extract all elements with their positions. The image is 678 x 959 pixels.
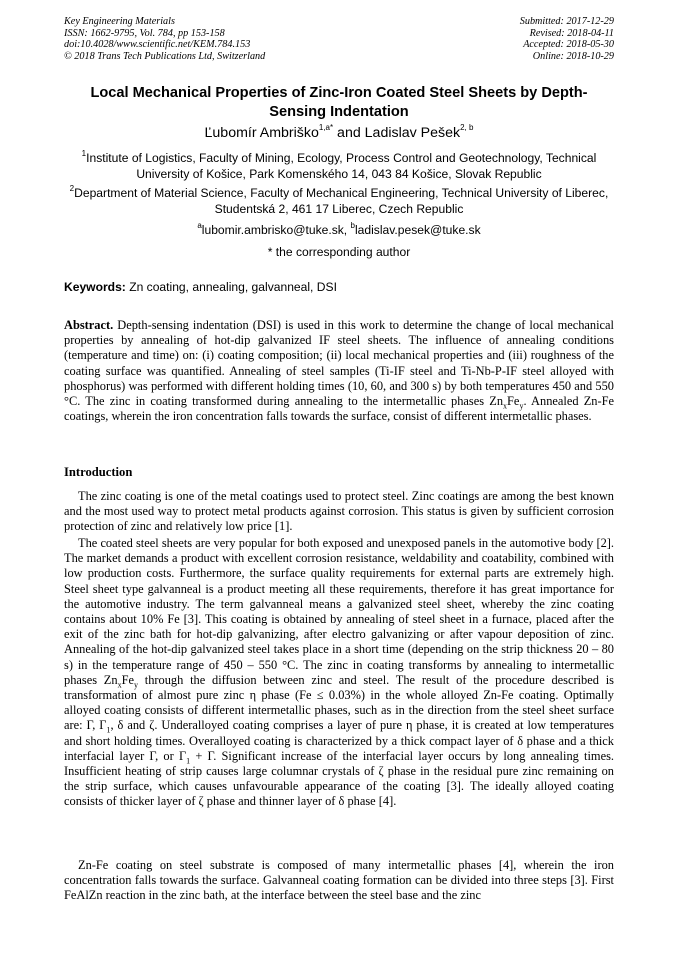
subscript: 1 [186,756,191,766]
affiliation [64,150,614,182]
paragraph-text: Fe [121,672,134,687]
journal-name: Key Engineering Materials [64,16,175,27]
email-mark: b [350,220,355,230]
paragraph: Zn-Fe coating on steel substrate is composed of many intermetallic phases [4], wherein the iron concentration falls towards the surface. Galvanneal coating formation can be divided into three steps [3]. First FeAlZn reaction in the zinc bath, at the interface between the steel base and the zinc [64,858,614,903]
keywords [64,279,614,295]
email-link[interactable]: ladislav.pesek@tuke.sk [354,223,481,237]
journal-issn: ISSN: 1662-9795, Vol. 784, pp 153-158 [64,27,225,39]
paragraph-text: through the diffusion between zinc and steel. The result of the procedure described is transformation of almost pure zinc η phase (Fe ≤ 0.03%) in the whole alloyed Zn-Fe coating. Optimally alloyed coating consists of different intermetallic phases, such as in the direction from the steel sheet surface are: Γ, Γ [64,672,614,733]
affiliation-mark: 1 [81,148,87,158]
subscript: x [117,680,122,690]
keywords-label: Keywords: [64,280,126,294]
subscript: y [519,401,524,411]
section-heading: Introduction [64,465,133,479]
paragraph-text: The coated steel sheets are very popular for both exposed and unexposed panels in the automotive body [2]. The market demands a product with excellent corrosion resistance, weldability and coatability, combined with low production costs. Furthermore, the surface quality requirements for external parts are extremely high. Steel sheet type galvanneal is a product meeting all these requirements, therefore it has great importance for the automotive industry. The term galvanneal means a galvanized steel sheet, whereby the zinc coating contains about 10% Fe [3]. This coating is obtained by annealing of steel sheet in a furnace, placed after the exit of the zinc bath for hot-dip galvanizing, after electro galvanizing or after vapour deposition of zinc. Annealing of the hot-dip galvanized steel takes place in a short time (depending on the strip thickness 20 – 80 s) in the temperature range of 450 – 550 °C. The zinc in coating transforms by annealing to intermetallic phases Zn [64,536,614,687]
paragraph-text: , δ and ζ. Underalloyed coating comprises a layer of pure η phase, it is created at low temperatures and short holding times. Overalloyed coating is characterized by a thick compact layer of δ phase and a thick interfacial layer Γ, or Γ [64,718,614,763]
paragraph: The zinc coating is one of the metal coatings used to protect steel. Zinc coatings are among the best known and the most used way to protect metal products against corrosion. This status is given by sufficient corrosion protection of zinc and relatively low price [1]. [64,489,614,534]
affiliation-mark: 2 [69,183,75,193]
abstract-text: Fe [507,394,520,409]
paragraph [64,536,614,810]
email-link[interactable]: lubomir.ambrisko@tuke.sk [201,223,344,237]
author-affil-mark: 2, b [460,123,474,133]
corresponding-note: * the corresponding author [267,245,411,259]
abstract-text: Depth-sensing indentation (DSI) is used in this work to determine the change of local mechanical properties by annealing of hot-dip galvanized IF steel sheets. The influence of annealing conditions (temperature and time) on: (i) coating composition; (ii) local mechanical properties and (iii) roughness of the coating surface was quantified. Annealing of steel samples (Ti-IF steel and Ti-Nb-P-IF steel alloyed with phosphorus) was performed with different holding times (10, 60, and 300 s) by both temperatures 450 and 550 °C. The zinc in coating transformed during annealing to the intermetallic phases Zn [64,318,614,409]
author-name: Ladislav Pešek [364,125,461,141]
keywords-text: Zn coating, annealing, galvanneal, DSI [125,280,337,294]
date-submitted: Submitted: 2017-12-29 [519,16,614,27]
subscript: 1 [106,725,111,735]
author-line [64,124,614,142]
subscript: x [503,401,508,411]
journal-doi: doi:10.4028/www.scientific.net/KEM.784.153 [64,39,251,51]
journal-info [64,16,265,62]
abstract-text: . Annealed Zn-Fe coatings, wherein the iron concentration falls towards the surface, consist of different intermetallic phases. [64,394,614,424]
date-accepted: Accepted: 2018-05-30 [523,39,614,51]
affiliation-text: Institute of Logistics, Faculty of Mining, Ecology, Process Control and Geotechnology, Technical University of Košice, Park Komenského 14, 043 84 Košice, Slovak Republic [86,151,597,181]
affiliation [64,185,614,217]
paragraph-text: + Γ. Significant increase of the interfacial layer occurs by long annealing times. Insufficient heating of strip causes large columnar crystals of ζ phase in the residual pure zinc remaining on the strip surface, which causes unfavourable appearance of the coating [3]. The ideally alloyed coating consists of thicker layer of ζ phase and thinner layer of δ phase [4]. [64,748,614,809]
author-emails [64,222,614,238]
subscript: y [133,680,138,690]
abstract-label: Abstract. [64,318,114,332]
email-separator: , [343,223,351,237]
submission-dates [520,16,614,62]
abstract [64,318,614,424]
affiliation-text: Department of Material Science, Faculty of Mechanical Engineering, Technical University of Liberec, Studentská 2, 461 17 Liberec, Czech Republic [74,186,609,216]
email-mark: a [197,220,202,230]
date-online: Online: 2018-10-29 [532,50,614,62]
journal-copyright: © 2018 Trans Tech Publications Ltd, Switzerland [64,50,266,62]
author-name: Ľubomír Ambriško [204,125,319,141]
author-and: and [333,125,365,141]
date-revised: Revised: 2018-04-11 [529,27,614,39]
paper-title: Local Mechanical Properties of Zinc-Iron Coated Steel Sheets by Depth-Sensing Indentation [90,85,588,120]
author-affil-mark: 1,a* [318,123,334,133]
